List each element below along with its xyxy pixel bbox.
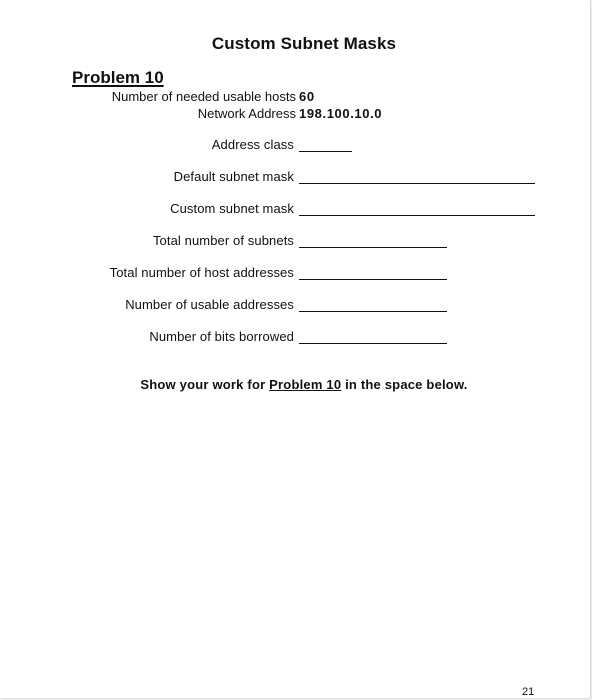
field-total-host-addresses-label: Total number of host addresses xyxy=(109,265,294,280)
work-instructions xyxy=(0,377,592,392)
field-address-class xyxy=(0,137,592,155)
field-custom-subnet-mask xyxy=(0,201,592,219)
bits-borrowed-answer-line[interactable] xyxy=(299,343,447,344)
given-network-address-value: 198.100.10.0 xyxy=(299,106,383,121)
problem-heading: Problem 10 xyxy=(72,68,164,87)
default-subnet-mask-answer-line[interactable] xyxy=(299,183,535,184)
instructions-prefix: Show your work for xyxy=(140,377,270,392)
instructions-suffix: in the space below. xyxy=(341,377,468,392)
given-needed-hosts-value: 60 xyxy=(299,89,315,104)
field-total-subnets-label: Total number of subnets xyxy=(152,233,294,248)
usable-addresses-answer-line[interactable] xyxy=(299,311,447,312)
field-custom-subnet-mask-label: Custom subnet mask xyxy=(170,201,294,216)
field-default-subnet-mask-label: Default subnet mask xyxy=(173,169,294,184)
instructions-problem-reference: Problem 10 xyxy=(269,377,342,392)
field-usable-addresses-label: Number of usable addresses xyxy=(125,297,294,312)
field-bits-borrowed xyxy=(0,329,592,347)
field-usable-addresses xyxy=(0,297,592,315)
given-needed-hosts-label: Number of needed usable hosts xyxy=(111,89,296,104)
field-bits-borrowed-label: Number of bits borrowed xyxy=(149,329,294,344)
field-address-class-label: Address class xyxy=(211,137,294,152)
given-network-address-label: Network Address xyxy=(197,106,296,121)
custom-subnet-mask-answer-line[interactable] xyxy=(299,215,535,216)
total-subnets-answer-line[interactable] xyxy=(299,247,447,248)
field-default-subnet-mask xyxy=(0,169,592,187)
total-host-addresses-answer-line[interactable] xyxy=(299,279,447,280)
page-number: 21 xyxy=(522,686,535,698)
field-total-host-addresses xyxy=(0,265,592,283)
field-total-subnets xyxy=(0,233,592,251)
page-title: Custom Subnet Masks xyxy=(211,34,397,53)
address-class-answer-line[interactable] xyxy=(299,151,352,152)
